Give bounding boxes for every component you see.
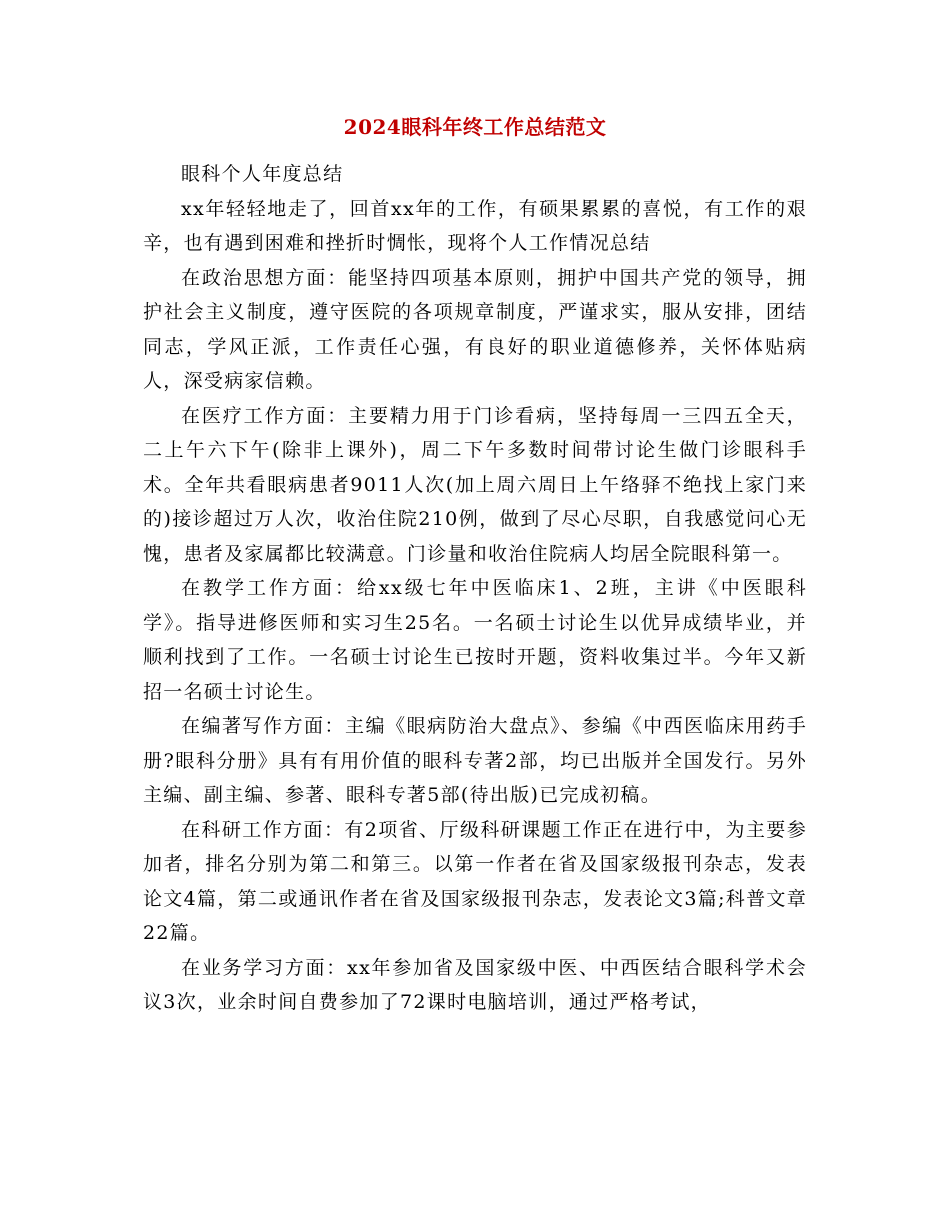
document-title: 2024眼科年终工作总结范文 [343,115,607,139]
paragraph-medical: 在医疗工作方面：主要精力用于门诊看病，坚持每周一三四五全天，二上午六下午(除非上课外)，周二下午多数时间带讨论生做门诊眼科手术。全年共看眼病患者9011人次(加上周六周日上午络驿不绝找上家门来的)接诊超过万人次，收治住院210例，做到了尽心尽职，自我感觉问心无愧，患者及家属都比较满意。门诊量和收治住院病人均居全院眼科第一。 [143,404,807,565]
paragraph-research: 在科研工作方面：有2项省、厅级科研课题工作正在进行中，为主要参加者，排名分别为第二和第三。以第一作者在省及国家级报刊杂志，发表论文4篇，第二或通讯作者在省及国家级报刊杂志，发表论文3篇;科普文章22篇。 [143,818,807,944]
paragraph-political: 在政治思想方面：能坚持四项基本原则，拥护中国共产党的领导，拥护社会主义制度，遵守医院的各项规章制度，严谨求实，服从安排，团结同志，学风正派，工作责任心强，有良好的职业道德修养，关怀体贴病人，深受病家信赖。 [143,266,807,392]
paragraph-writing: 在编著写作方面：主编《眼病防治大盘点》、参编《中西医临床用药手册?眼科分册》具有有用价值的眼科专著2部，均已出版并全国发行。另外主编、副主编、参著、眼科专著5部(待出版)已完成初稿。 [143,715,807,806]
paragraph-study: 在业务学习方面：xx年参加省及国家级中医、中西医结合眼科学术会议3次，业余时间自费参加了72课时电脑培训，通过严格考试， [143,956,807,1013]
paragraph-subtitle: 眼科个人年度总结 [181,163,344,185]
paragraph-teaching: 在教学工作方面：给xx级七年中医临床1、2班，主讲《中医眼科学》。指导进修医师和实习生25名。一名硕士讨论生以优异成绩毕业，并顺利找到了工作。一名硕士讨论生已按时开题，资料收集过半。今年又新招一名硕士讨论生。 [143,577,807,703]
paragraph-intro: xx年轻轻地走了，回首xx年的工作，有硕果累累的喜悦，有工作的艰辛，也有遇到困难和挫折时惆怅，现将个人工作情况总结 [143,197,807,254]
document-body [143,157,807,1020]
